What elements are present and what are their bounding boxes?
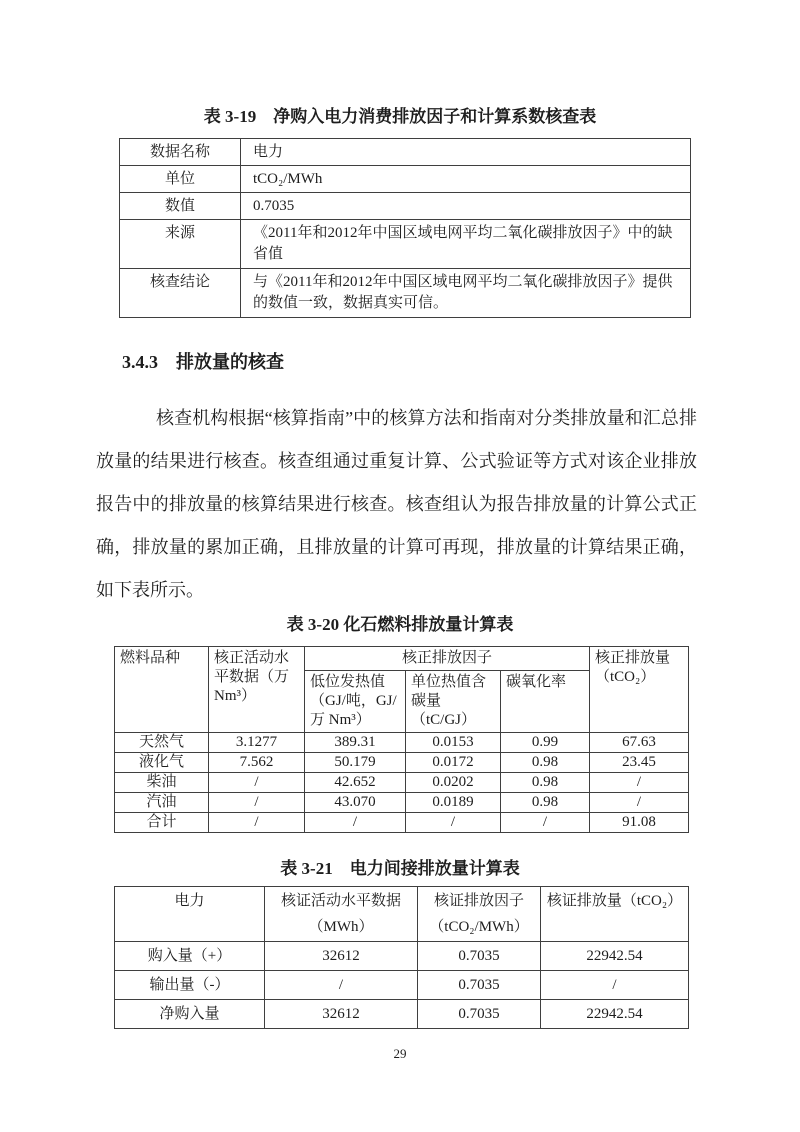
table-cell: 柴油 <box>115 773 209 793</box>
header-cell-fuel: 燃料品种 <box>115 647 209 733</box>
table-cell: 净购入量 <box>115 1000 265 1029</box>
table-cell: / <box>305 813 406 833</box>
table-cell: 购入量（+） <box>115 942 265 971</box>
table-row <box>120 269 691 318</box>
header-cell-carbon: 单位热值含碳量（tC/GJ） <box>406 671 501 733</box>
table-cell-value: 0.7035 <box>241 193 691 220</box>
table-header-row <box>115 887 689 942</box>
table-cell-label: 单位 <box>120 166 241 193</box>
table-cell: 67.63 <box>590 733 689 753</box>
body-paragraph: 核查机构根据“核算指南”中的核算方法和指南对分类排放量和汇总排放量的结果进行核查。核查组通过重复计算、公式验证等方式对该企业排放报告中的排放量的核算结果进行核查。核查组认为报告排放量的计算公式正确，排放量的累加正确，且排放量的计算可再现，排放量的计算结果正确，如下表所示。 <box>96 408 697 600</box>
table-cell: / <box>541 971 689 1000</box>
header-cell-factor-group: 核正排放因子 <box>305 647 590 671</box>
table-cell: 0.99 <box>501 733 590 753</box>
table-cell: 42.652 <box>305 773 406 793</box>
table-row <box>120 139 691 166</box>
table-cell: 43.070 <box>305 793 406 813</box>
table-cell: 3.1277 <box>209 733 305 753</box>
table-cell: / <box>265 971 418 1000</box>
section-heading: 3.4.3 排放量的核查 <box>122 352 284 372</box>
table-cell: 0.0202 <box>406 773 501 793</box>
table-3-21-title: 表 3-21 电力间接排放量计算表 <box>280 859 520 878</box>
table-header-row <box>115 647 689 671</box>
table-cell: 0.7035 <box>418 942 541 971</box>
table-cell: / <box>590 773 689 793</box>
header-cell-electricity: 电力 <box>115 887 265 942</box>
table-row <box>115 733 689 753</box>
table-cell-label: 来源 <box>120 220 241 269</box>
table-row <box>115 971 689 1000</box>
table-cell-label: 数值 <box>120 193 241 220</box>
table-row <box>115 813 689 833</box>
table-cell: 32612 <box>265 1000 418 1029</box>
table-cell: 23.45 <box>590 753 689 773</box>
table-cell: 7.562 <box>209 753 305 773</box>
table-cell: 0.0172 <box>406 753 501 773</box>
header-cell-activity: 核正活动水平数据（万Nm³） <box>209 647 305 733</box>
table-row <box>115 773 689 793</box>
table-cell: 91.08 <box>590 813 689 833</box>
table-cell: 天然气 <box>115 733 209 753</box>
table-cell: 0.0153 <box>406 733 501 753</box>
table-cell-value: 电力 <box>241 139 691 166</box>
table-cell: 0.7035 <box>418 1000 541 1029</box>
table-cell: 389.31 <box>305 733 406 753</box>
header-cell-ncv: 低位发热值（GJ/吨，GJ/万 Nm³） <box>305 671 406 733</box>
table-cell: / <box>209 773 305 793</box>
header-cell-activity: 核证活动水平数据（MWh） <box>265 887 418 942</box>
table-cell: 0.98 <box>501 773 590 793</box>
page-number: 29 <box>393 1046 407 1061</box>
table-cell: 液化气 <box>115 753 209 773</box>
header-cell-factor: 核证排放因子（tCO₂/MWh） <box>418 887 541 942</box>
table-3-19-title: 表 3-19 净购入电力消费排放因子和计算系数核查表 <box>203 107 597 126</box>
header-cell-emission: 核证排放量（tCO₂） <box>541 887 689 942</box>
table-cell-label: 数据名称 <box>120 139 241 166</box>
table-cell: 汽油 <box>115 793 209 813</box>
table-cell: 22942.54 <box>541 1000 689 1029</box>
table-cell: 0.98 <box>501 753 590 773</box>
table-row <box>120 166 691 193</box>
table-cell: 合计 <box>115 813 209 833</box>
table-row <box>120 220 691 269</box>
header-cell-oxidation: 碳氧化率 <box>501 671 590 733</box>
table-3-19 <box>119 138 691 318</box>
table-3-21 <box>114 886 689 1029</box>
table-cell: 输出量（-） <box>115 971 265 1000</box>
table-cell: 50.179 <box>305 753 406 773</box>
table-row <box>115 1000 689 1029</box>
header-cell-emission: 核正排放量（tCO₂） <box>590 647 689 733</box>
table-cell: 0.7035 <box>418 971 541 1000</box>
table-row <box>120 193 691 220</box>
table-cell: / <box>590 793 689 813</box>
table-row <box>115 753 689 773</box>
table-cell: / <box>406 813 501 833</box>
table-3-20 <box>114 646 689 833</box>
table-row <box>115 942 689 971</box>
table-cell-value: 《2011年和2012年中国区域电网平均二氧化碳排放因子》中的缺省值 <box>241 220 691 269</box>
table-cell-value: 与《2011年和2012年中国区域电网平均二氧化碳排放因子》提供的数值一致，数据真实可信。 <box>241 269 691 318</box>
table-cell: 32612 <box>265 942 418 971</box>
table-cell: / <box>209 793 305 813</box>
table-cell: 0.98 <box>501 793 590 813</box>
table-cell: / <box>501 813 590 833</box>
table-cell: 22942.54 <box>541 942 689 971</box>
table-cell-label: 核查结论 <box>120 269 241 318</box>
table-3-20-title: 表 3-20 化石燃料排放量计算表 <box>286 615 514 634</box>
table-cell: 0.0189 <box>406 793 501 813</box>
table-cell-value: tCO₂/MWh <box>241 166 691 193</box>
table-row <box>115 793 689 813</box>
table-cell: / <box>209 813 305 833</box>
